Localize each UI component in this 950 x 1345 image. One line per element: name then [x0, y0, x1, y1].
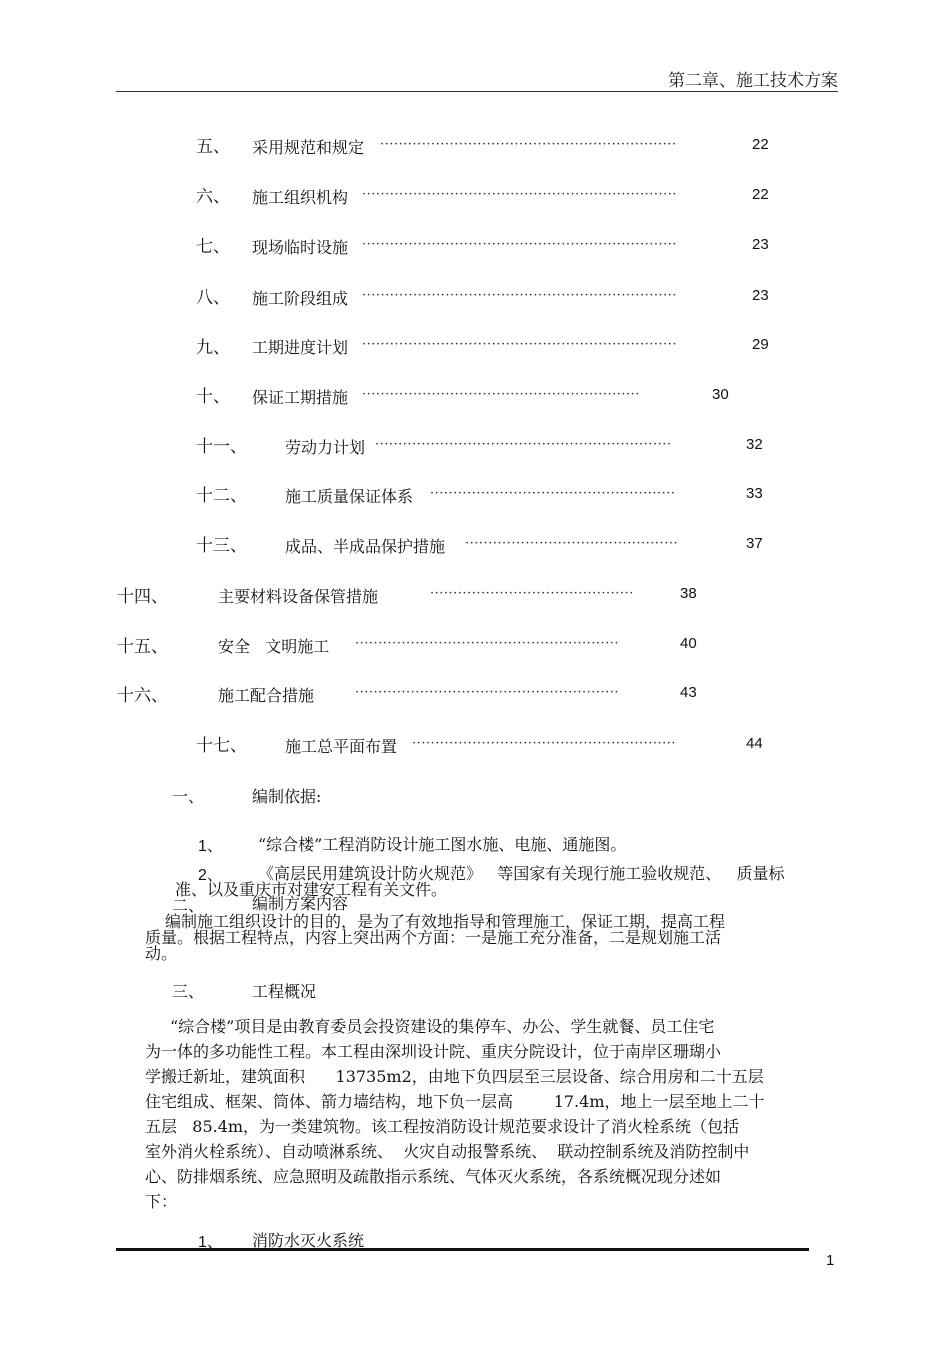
toc-page: 29	[752, 336, 769, 353]
toc-leader: ··············································	[465, 536, 679, 551]
page-number: 1	[826, 1252, 835, 1269]
toc-number: 十六、	[117, 686, 168, 706]
paragraph-line: 动。	[145, 944, 178, 963]
toc-page: 23	[752, 236, 769, 253]
toc-page: 32	[746, 436, 763, 453]
list-item-number: 2、	[198, 867, 223, 884]
toc-title: 施工配合措施	[218, 686, 315, 705]
toc-title: 采用规范和规定	[252, 138, 365, 157]
paragraph-line: 质量。根据工程特点，内容上突出两个方面：一是施工充分准备，二是规划施工活	[145, 928, 722, 947]
toc-number: 六、	[196, 187, 230, 207]
toc-page: 23	[752, 287, 769, 304]
paragraph-line: 为一体的多功能性工程。本工程由深圳设计院、重庆分院设计，位于南岸区珊瑚小	[145, 1042, 722, 1061]
toc-leader: ·························································	[355, 636, 620, 651]
toc-page: 22	[752, 136, 769, 153]
toc-title: 施工质量保证体系	[285, 487, 414, 506]
list-item-text: “综合楼”工程消防设计施工图水施、电施、通施图。	[258, 835, 627, 854]
paragraph-line: 五层 85.4m，为一类建筑物。该工程按消防设计规范要求设计了消火栓系统（包括	[145, 1117, 740, 1136]
section-title: 编制依据:	[252, 787, 322, 806]
paragraph-line: 下：	[145, 1192, 178, 1211]
toc-number: 十五、	[117, 637, 168, 657]
toc-leader: ····································································	[362, 288, 677, 303]
toc-leader: ····························································	[362, 387, 640, 402]
toc-page: 38	[680, 585, 697, 602]
toc-page: 40	[680, 635, 697, 652]
footer-rule	[116, 1248, 809, 1251]
toc-leader: ····································································	[362, 187, 677, 202]
section-number: 三、	[172, 982, 205, 1001]
page-header-title: 第二章、施工技术方案	[668, 71, 838, 91]
toc-title: 施工组织机构	[252, 188, 349, 207]
toc-title: 安全 文明施工	[218, 637, 330, 656]
toc-title: 成品、半成品保护措施	[285, 537, 446, 556]
toc-leader: ································································	[375, 437, 672, 452]
toc-page: 22	[752, 186, 769, 203]
paragraph-line: 室外消火栓系统）、自动喷淋系统、 火灾自动报警系统、 联动控制系统及消防控制中	[145, 1142, 750, 1161]
section-number: 二、	[172, 896, 205, 915]
toc-leader: ·························································	[355, 685, 620, 700]
toc-number: 十三、	[196, 536, 247, 556]
toc-leader: ·····················································	[430, 486, 676, 501]
toc-number: 十二、	[196, 486, 247, 506]
toc-number: 七、	[196, 237, 230, 257]
paragraph-line: “综合楼”项目是由教育委员会投资建设的集停车、办公、学生就餐、员工住宅	[170, 1017, 715, 1036]
toc-leader: ····································································	[362, 237, 677, 252]
toc-title: 施工阶段组成	[252, 289, 349, 308]
toc-leader: ············································	[430, 586, 634, 601]
toc-title: 现场临时设施	[252, 238, 349, 257]
toc-number: 十、	[196, 387, 230, 407]
paragraph-line: 心、防排烟系统、应急照明及疏散指示系统、气体灭火系统，各系统概况现分述如	[145, 1167, 722, 1186]
paragraph-line: 住宅组成、框架、筒体、箭力墙结构，地下负一层高 17.4m，地上一层至地上二十	[145, 1092, 765, 1111]
section-number: 一、	[172, 787, 205, 806]
toc-number: 五、	[196, 137, 230, 157]
toc-leader: ································································	[380, 137, 677, 152]
list-item-text: 《高层民用建筑设计防火规范》 等国家有关现行施工验收规范、 质量标	[258, 864, 785, 883]
section-title: 工程概况	[252, 982, 317, 1001]
toc-number: 十一、	[196, 437, 247, 457]
header-rule	[116, 91, 838, 92]
toc-leader: ·························································	[412, 736, 677, 751]
paragraph-line: 学搬迁新址，建筑面积 13735m2，由地下负四层至三层设备、综合用房和二十五层	[145, 1067, 764, 1086]
toc-page: 37	[746, 535, 763, 552]
toc-title: 工期进度计划	[252, 338, 349, 357]
toc-number: 十四、	[117, 587, 168, 607]
toc-number: 九、	[196, 338, 230, 358]
toc-number: 八、	[196, 288, 230, 308]
subsection-number: 1、	[198, 1234, 223, 1251]
toc-number: 十七、	[196, 736, 247, 756]
paragraph-line: 编制施工组织设计的目的，是为了有效地指导和管理施工，保证工期，提高工程	[165, 912, 726, 931]
list-item-number: 1、	[198, 838, 223, 855]
subsection-title: 消防水灭火系统	[252, 1231, 365, 1250]
toc-title: 劳动力计划	[285, 438, 366, 457]
toc-title: 保证工期措施	[252, 388, 349, 407]
toc-page: 33	[746, 485, 763, 502]
toc-title: 主要材料设备保管措施	[218, 587, 379, 606]
toc-page: 44	[746, 735, 763, 752]
toc-page: 30	[712, 386, 729, 403]
section-title: 编制方案内容	[252, 894, 349, 913]
toc-leader: ····································································	[362, 337, 677, 352]
toc-page: 43	[680, 684, 697, 701]
toc-title: 施工总平面布置	[285, 737, 398, 756]
list-item-continuation: 准、以及重庆市对建安工程有关文件。	[175, 880, 448, 899]
